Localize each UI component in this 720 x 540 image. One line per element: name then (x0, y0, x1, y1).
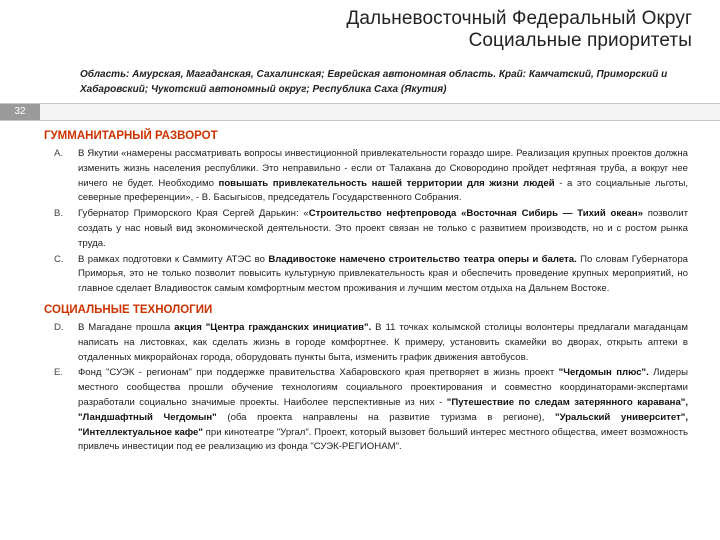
list-item (48, 366, 688, 455)
section-gap (48, 456, 688, 460)
body-text: Лидеры местного сообщества прошли обучение технологиям социального проектирования и совместно координаторами-экспертами разработали социально значимые проекты. Наиболее перспективные из них - (78, 367, 688, 408)
title-line-2: Социальные приоритеты (468, 30, 692, 51)
body-text: - а это социальные льготы, северные преференции», - В. Басыгысов, председатель Государственного Собрания. (78, 177, 689, 204)
regions-text: Область: Амурская, Магаданская, Сахалинская; Еврейская автономная область. Край: Камчатский, Приморский и Хабаровский; Чукотский автономный округ; Республика Саха (Якутия) (80, 69, 668, 95)
body-text: В рамках подготовки к Саммиту АТЭС во (78, 253, 269, 265)
emphasis-text: Строительство нефтепровода «Восточная Сибирь — Тихий океан» (308, 208, 643, 220)
list-item-marker: A. (54, 148, 64, 159)
section-heading: ГУММАНИТАРНЫЙ РАЗВОРОТ (44, 130, 218, 142)
body-text: В Магадане прошла (78, 321, 175, 333)
slide-title (346, 8, 692, 52)
list-item-text (78, 147, 688, 206)
list-item-marker: D. (54, 321, 64, 333)
body-text: позволит создать у нас новый вид экономической деятельности. Это проект связан не только с развитием производств, но и с ростом рынка труда. (78, 208, 689, 249)
body-text: (оба проекта направлены на развитие туризма в регионе), (216, 411, 556, 423)
list-item-text (78, 321, 688, 365)
emphasis-text: "Уральский университет", "Интеллектуальное кафе" (78, 411, 688, 438)
list-item (48, 147, 688, 206)
title-line-1: Дальневосточный Федеральный Округ (346, 8, 692, 29)
list-item-marker: B. (54, 208, 64, 220)
emphasis-text: повышать привлекательность нашей территории для жизни людей (218, 177, 555, 189)
emphasis-text: "Путешествие по следам затерянного каравана", "Ландшафтный Чегдомын" (78, 396, 688, 423)
list-item-marker: E. (54, 367, 64, 379)
slide-number: 32 (0, 104, 40, 120)
section-heading: СОЦИАЛЬНЫЕ ТЕХНОЛОГИИ (44, 303, 213, 316)
emphasis-text: "Чегдомын плюс". (558, 367, 649, 379)
list-item-text (78, 366, 688, 455)
body-text: В 11 точках колымской столицы волонтеры предлагали магаданцам написать на листовках, как сделать жизнь в городе комфортнее. К примеру, установить скамейки во дворах, открыть аптеки в отдаленных микрорайонах города, оборудовать пункты быта, изменить график движения автобусов. (78, 321, 688, 363)
list-item (48, 207, 688, 251)
list-item-text (78, 207, 688, 251)
body-text: при кинотеатре "Ургал". Проект, который вызовет больший интерес местного общества, имеет возможность привлечь инвестиции под ее реализацию из фонда "СУЭК-РЕГИОНАМ". (78, 426, 688, 453)
slide-content (44, 128, 689, 460)
list-item-text (78, 253, 688, 297)
body-text: Губернатор Приморского Края Сергей Дарькин: « (78, 208, 309, 220)
body-text: Фонд "СУЭК - регионам" при поддержке правительства Хабаровского края претворяет в жизнь проект (78, 367, 559, 379)
slide-number-bar (0, 103, 720, 121)
body-text: По словам Губернатора Приморья, это не только позволит повысить культурную привлекательность края и обеспечить проведение крупных мероприятий, но главное сделает Владивосток самым комфортным местом проживания и лучшим местом отдыха на Дальнем Востоке. (78, 253, 689, 295)
emphasis-text: Владивостоке намечено строительство театра оперы и балета. (268, 253, 577, 265)
emphasis-text: акция "Центра гражданских инициатив". (174, 321, 372, 333)
list-item-marker: C. (54, 253, 64, 265)
list-item (48, 253, 688, 297)
list-item (48, 321, 688, 365)
body-text: В Якутии «намерены рассматривать вопросы инвестиционной привлекательности гораздо шире. Реализация крупных проектов должна изменить жизнь населения республики. Это неправильно - если от Талакана до Сковородино пройдет нефтяная труба, а вокруг нее ничего не будет. Необходимо (78, 148, 688, 189)
